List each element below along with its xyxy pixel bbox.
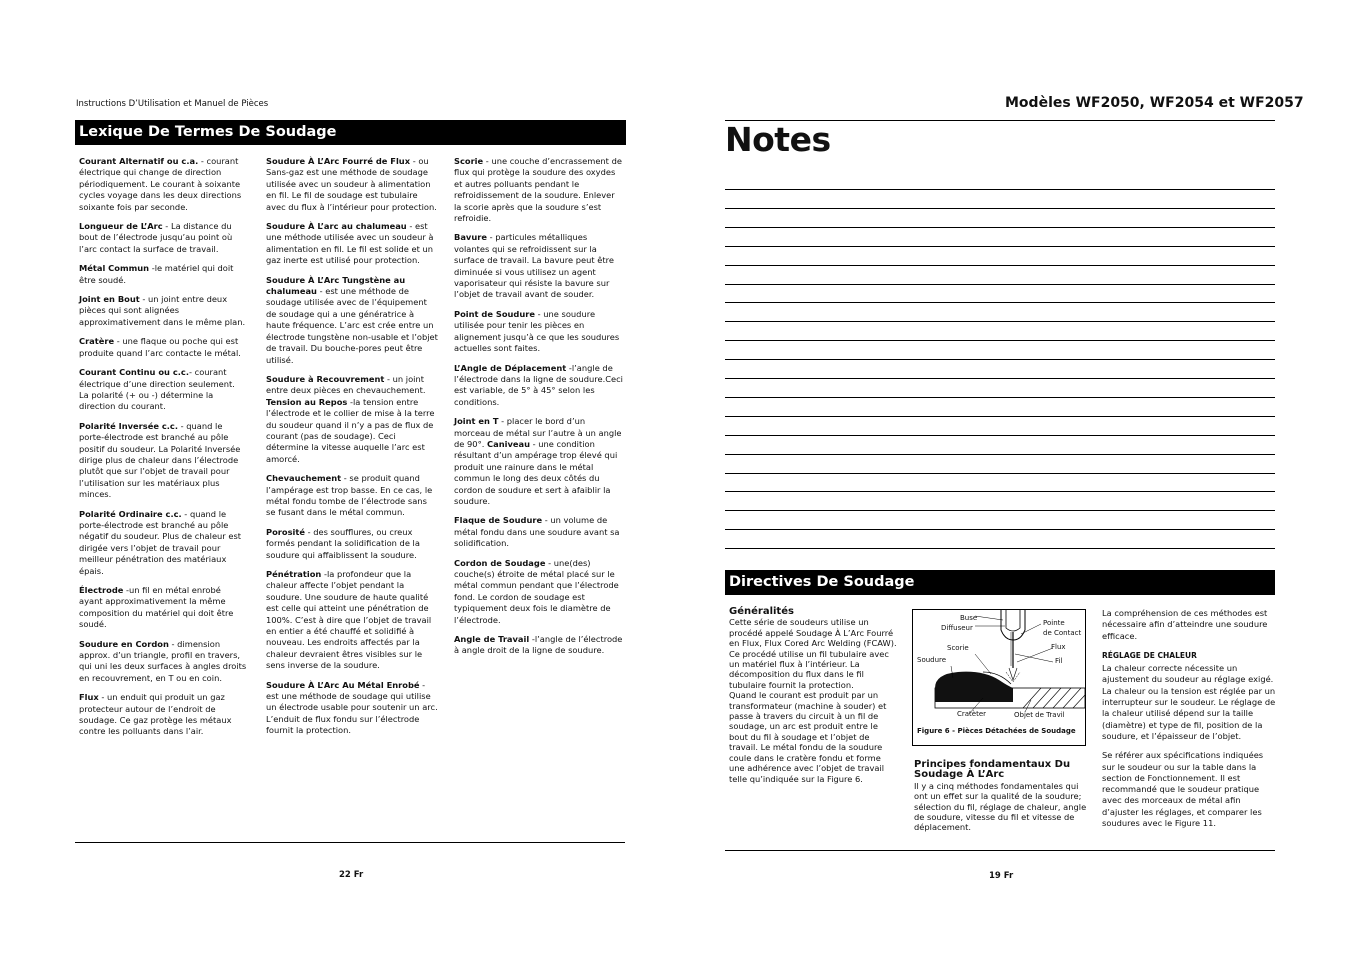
glossary-entry	[79, 639, 247, 685]
note-line	[725, 378, 1275, 379]
glossary-column-1	[79, 156, 247, 746]
glossary-definition: - une condition résultant d’un ampérage trop élevé qui produit une rainure dans le métal commun le long des deux côtés du cordon de soudure et sert à afaiblir la soudure.	[454, 438, 618, 506]
glossary-term: Cratère	[79, 336, 115, 347]
glossary-definition: -un fil en métal enrobé ayant approximativement la même composition du matériel qui doit être soudé.	[79, 585, 234, 630]
glossary-entry	[266, 156, 438, 213]
right-page-header: Modèles WF2050, WF2054 et WF2057	[1005, 95, 1304, 111]
glossary-term: Chevauchement	[266, 473, 342, 484]
glossary-term: Joint en Bout	[79, 294, 140, 305]
glossary-definition: - un joint entre deux pièces qui sont alignées approximativement dans le même plan.	[79, 294, 246, 327]
note-line	[725, 208, 1275, 209]
label-fil: Fil	[1055, 657, 1063, 665]
glossary-term: L’Angle de Déplacement	[454, 362, 567, 373]
glossary-term: Courant Alternatif ou c.a.	[79, 156, 199, 166]
note-line	[725, 473, 1275, 474]
generalites-section	[729, 607, 899, 784]
generalites-paragraph-2: Quand le courant est produit par un transformateur (machine à souder) et passe à travers du circuit à un fil de soudage, un arc est produit entre le bout du fil à soudage et l’objet de travail. Le métal fondu de la soudure coule dans le cratère fondu et forme une adhérence avec l’objet de travail telle qu’indiquée sur la Figure 6.	[729, 690, 887, 784]
glossary-definition: - quand le porte-électrode est branché au pôle positif du soudeur. La Polarité Inversée dirige plus de chaleur dans l’électrode plutôt que sur l’objet de travail pour l’utilisation sur les matériaux plus minces.	[79, 420, 241, 500]
generalites-paragraph-1: Cette série de soudeurs utilise un procédé appelé Soudage À L’Arc Fourré en Flux, Flux Cored Arc Welding (FCAW). Ce procédé utilise un fil tubulaire avec un matériel flux à l’intérieur. La décomposition du flux dans le fil tubulaire fournit la protection.	[729, 617, 897, 690]
label-scorie: Scorie	[947, 644, 969, 652]
glossary-term: Joint en T	[454, 416, 499, 427]
glossary-entry	[79, 156, 247, 213]
generalites-heading: Généralités	[729, 606, 794, 617]
glossary-definition: - courant électrique d’une direction seulement. La polarité (+ ou -) détermine la direction du courant.	[79, 367, 235, 412]
glossary-definition: - un joint entre deux pièces en chevauchement.	[266, 373, 426, 396]
glossary-term: Courant Continu ou c.c.	[79, 367, 189, 378]
glossary-definition: - ou Sans-gaz est une méthode de soudage utilisée avec un soudeur à alimentation en fil. Le fil de soudage est tubulaire avec du flux à l’intérieur pour protection.	[266, 156, 437, 212]
glossary-term: Longueur de L’Arc	[79, 221, 163, 232]
note-line	[725, 510, 1275, 511]
glossary-term: Pénétration	[266, 569, 322, 579]
glossary-definition: - est une méthode de soudage utilisée avec de l’équipement de soudage qui a une génératrice à haute fréquence. L’arc est crée entre un électrode tungstène non-usable et l’objet de travail. Du bouche-pores peut être utilisé.	[266, 286, 438, 365]
glossary-term: Métal Commun	[79, 263, 150, 274]
directives-right-column	[1102, 608, 1277, 837]
glossary-definition: - quand le porte-électrode est branché au pôle négatif du soudeur. Plus de chaleur est dirigée vers l’objet de travail pour meilleur pénétration des matériaux épais.	[79, 508, 242, 576]
glossary-term: Scorie	[454, 156, 484, 166]
label-pointe: Pointe	[1043, 619, 1065, 627]
note-line	[725, 302, 1275, 303]
glossary-term: Soudure en Cordon	[79, 638, 169, 649]
note-line	[725, 227, 1275, 228]
glossary-definition: -la profondeur que la chaleur affecte l’objet pendant la soudure. Une soudure de haute qualité est celle qui atteint une pénétration de 100%. C’est à dire que l’objet de travail en entier a été chauffé et solidifié à nouveau. Les endroits affectés par la chaleur devraient êtres visibles sur le sens inverse de la soudure.	[266, 569, 432, 671]
glossary-term: Polarité Inversée c.c.	[79, 420, 178, 431]
glossary-term: Soudure À L’Arc Au Métal Enrobé	[266, 679, 420, 690]
note-line	[725, 284, 1275, 285]
note-line	[725, 265, 1275, 266]
glossary-term: Polarité Ordinaire c.c.	[79, 508, 182, 519]
glossary-term: Soudure À L’Arc Tungstène au chalumeau	[266, 274, 406, 297]
reglage-heading: RÉGLAGE DE CHALEUR	[1102, 650, 1197, 660]
glossary-definition: - une flaque ou poche qui est produite quand l’arc contacte le métal.	[79, 336, 241, 358]
note-line	[725, 548, 1275, 549]
glossary-entry	[79, 294, 247, 328]
glossary-entry	[79, 263, 247, 286]
label-cratere: Cratèter	[957, 710, 987, 718]
glossary-entry	[79, 585, 247, 631]
glossary-definition: - placer le bord d’un morceau de métal sur l’autre à un angle de 90°.	[454, 416, 622, 449]
glossary-entry	[79, 221, 247, 255]
glossary-term: Flux	[79, 692, 99, 703]
glossary-definition: - une couche d’encrassement de flux qui protège la soudure des oxydes et autres polluants pendant le refroidissement de la soudure. Enlever la scorie après que la soudure s’est refroidie.	[454, 156, 622, 224]
directives-title-bar: Directives De Soudage	[725, 570, 1275, 595]
glossary-term: Soudure à Recouvrement	[266, 373, 385, 384]
note-line	[725, 454, 1275, 455]
glossary-term: Soudure À L’Arc Fourré de Flux	[266, 156, 411, 166]
glossary-title-bar: Lexique De Termes De Soudage	[75, 120, 626, 145]
glossary-definition: - une soudure utilisée pour tenir les pièces en alignement jusqu’à ce que les soudures actuelles sont faites.	[454, 308, 620, 354]
glossary-term: Soudure À L’arc au chalumeau	[266, 221, 407, 232]
glossary-entry	[79, 336, 247, 359]
note-line	[725, 416, 1275, 417]
figure-6-caption: Figure 6 - Pièces Détachées de Soudage	[917, 727, 1076, 735]
notes-title: Notes	[725, 120, 831, 159]
label-objet-de-travail: Objet de Travil	[1014, 711, 1065, 719]
glossary-definition: - se produit quand l’ampérage est trop basse. En ce cas, le métal fondu tombe de l’électrode sans se fusant dans le métal commun.	[266, 473, 433, 518]
glossary-entry	[266, 680, 438, 737]
left-footer-rule	[75, 842, 625, 843]
note-line	[725, 340, 1275, 341]
left-page-header: Instructions D’Utilisation et Manuel de Pièces	[76, 99, 269, 109]
glossary-entry	[266, 221, 438, 267]
glossary-definition: - est une méthode utilisée avec un soudeur à alimentation en fil. Le fil est solide et un gaz inerte est utilisé pour protection.	[266, 221, 434, 266]
glossary-definition: - un enduit qui produit un gaz protecteur autour de l’endroit de soudage. Ce gaz protège les métaux contre les polluants dans l’air.	[79, 692, 232, 737]
label-diffuseur: Diffuseur	[941, 624, 973, 632]
glossary-entry	[79, 421, 247, 501]
glossary-definition: -le matériel qui doit être soudé.	[79, 263, 234, 285]
glossary-entry	[454, 363, 624, 409]
glossary-entry	[79, 367, 247, 413]
note-line	[725, 491, 1275, 492]
glossary-definition: -l’angle de l’électrode à angle droit de la ligne de soudure.	[454, 634, 623, 656]
glossary-definition: - courant électrique qui change de direction périodiquement. Le courant à soixante cycles voyage dans les deux directions soixante fois par seconde.	[79, 156, 242, 212]
glossary-entry	[266, 527, 438, 561]
right-paragraph-3: Se référer aux spécifications indiquées sur le soudeur ou sur la table dans la section de Fonctionnement. Il est recommandé que le soudeur pratique avec des morceaux de métal afin d’ajuster les réglages, et comparer les soudures avec le Figure 11.	[1102, 750, 1264, 829]
glossary-entry	[79, 509, 247, 577]
principes-heading: Principes fondamentaux Du Soudage À L’Arc	[914, 759, 1071, 781]
note-line	[725, 397, 1275, 398]
glossary-entry	[266, 569, 438, 672]
note-line	[725, 321, 1275, 322]
glossary-definition: -l’angle de l’électrode dans la ligne de soudure.Ceci est variable, de 5° à 45° selon les conditions.	[454, 362, 623, 407]
glossary-entry	[266, 275, 438, 366]
label-soudure: Soudure	[917, 656, 947, 664]
glossary-definition: - particules métalliques volantes qui se refroidissent sur la surface de travail. La bavure peut être diminuée si vous utilisez un agent vaporisateur qui résiste la bavure sur l’objet de travail avant de souder.	[454, 232, 614, 300]
glossary-column-3	[454, 156, 624, 665]
glossary-entry	[454, 156, 624, 224]
glossary-term: Angle de Travail	[454, 634, 530, 645]
glossary-entry	[266, 473, 438, 519]
glossary-term: Point de Soudure	[454, 308, 535, 319]
glossary-term: Cordon de Soudage	[454, 557, 546, 568]
label-flux: Flux	[1051, 643, 1066, 651]
glossary-term: Caniveau	[487, 438, 530, 449]
glossary-entry	[454, 309, 624, 355]
glossary-term: Électrode	[79, 585, 124, 595]
right-paragraph-2: La chaleur correcte nécessite un ajustement du soudeur au réglage exigé. La chaleur ou la tension est réglée par un interrupteur sur le soudeur. Le réglage de la chaleur utilisé dépend sur la taille (diamètre) et type de fil, position de la soudure, et l’épaisseur de l’objet.	[1102, 663, 1276, 741]
right-footer-rule	[725, 850, 1275, 851]
label-de-contact: de Contact	[1043, 629, 1082, 637]
right-paragraph-1: La compréhension de ces méthodes est nécessaire afin d’atteindre une soudure efficace.	[1102, 608, 1268, 641]
principes-section	[914, 760, 1089, 833]
glossary-entry	[266, 374, 438, 465]
note-line	[725, 359, 1275, 360]
glossary-entry	[79, 692, 247, 738]
glossary-entry	[454, 634, 624, 657]
glossary-term: Tension au Repos	[266, 396, 348, 407]
note-line	[725, 189, 1275, 190]
glossary-definition: - est une méthode de soudage qui utilise un électrode usable pour soutenir un arc. L’enduit de flux fondu sur l’électrode fournit la protection.	[266, 679, 438, 736]
right-page-number: 19 Fr	[989, 871, 1014, 881]
glossary-entry	[454, 515, 624, 549]
note-line	[725, 246, 1275, 247]
glossary-definition: - La distance du bout de l’électrode jusqu’au point où l’arc contact la surface de travail.	[79, 221, 233, 254]
glossary-column-2	[266, 156, 438, 745]
glossary-term: Bavure	[454, 232, 487, 243]
glossary-definition: - des soufflures, ou creux formés pendant la solidification de la soudure qui affaiblissent la soudure.	[266, 526, 420, 560]
glossary-term: Flaque de Soudure	[454, 515, 543, 526]
note-line	[725, 435, 1275, 436]
glossary-term: Porosité	[266, 526, 305, 537]
left-page-number: 22 Fr	[339, 870, 364, 880]
glossary-definition: -la tension entre l’électrode et le collier de mise à la terre du soudeur quand il n’y a pas de flux de courant (pas de soudage). Ceci détermine la vitesse auquelle l’arc est amorcé.	[266, 396, 435, 464]
glossary-entry	[454, 416, 624, 507]
glossary-entry	[454, 558, 624, 626]
note-line	[725, 529, 1275, 530]
glossary-entry	[454, 232, 624, 300]
glossary-definition: - dimension approx. d’un triangle, profil en travers, qui uni les deux surfaces à angles droits en recouvrement, en T ou en coin.	[79, 638, 247, 683]
glossary-definition: - un volume de métal fondu dans une soudure avant sa solidification.	[454, 515, 620, 549]
label-buse: Buse	[960, 614, 978, 622]
glossary-definition: - une(des) couche(s) étroite de métal placé sur le métal commun pendant que l’électrode fond. Le cordon de soudage est typiquement deux fois le diamètre de l’électrode.	[454, 557, 619, 625]
figure-6-welding-parts	[912, 609, 1086, 746]
principes-text: Il y a cinq méthodes fondamentales qui ont un effet sur la qualité de la soudure; sélection du fil, réglage de chaleur, angle de soudure, vitesse du fil et vitesse de déplacement.	[914, 780, 1087, 833]
